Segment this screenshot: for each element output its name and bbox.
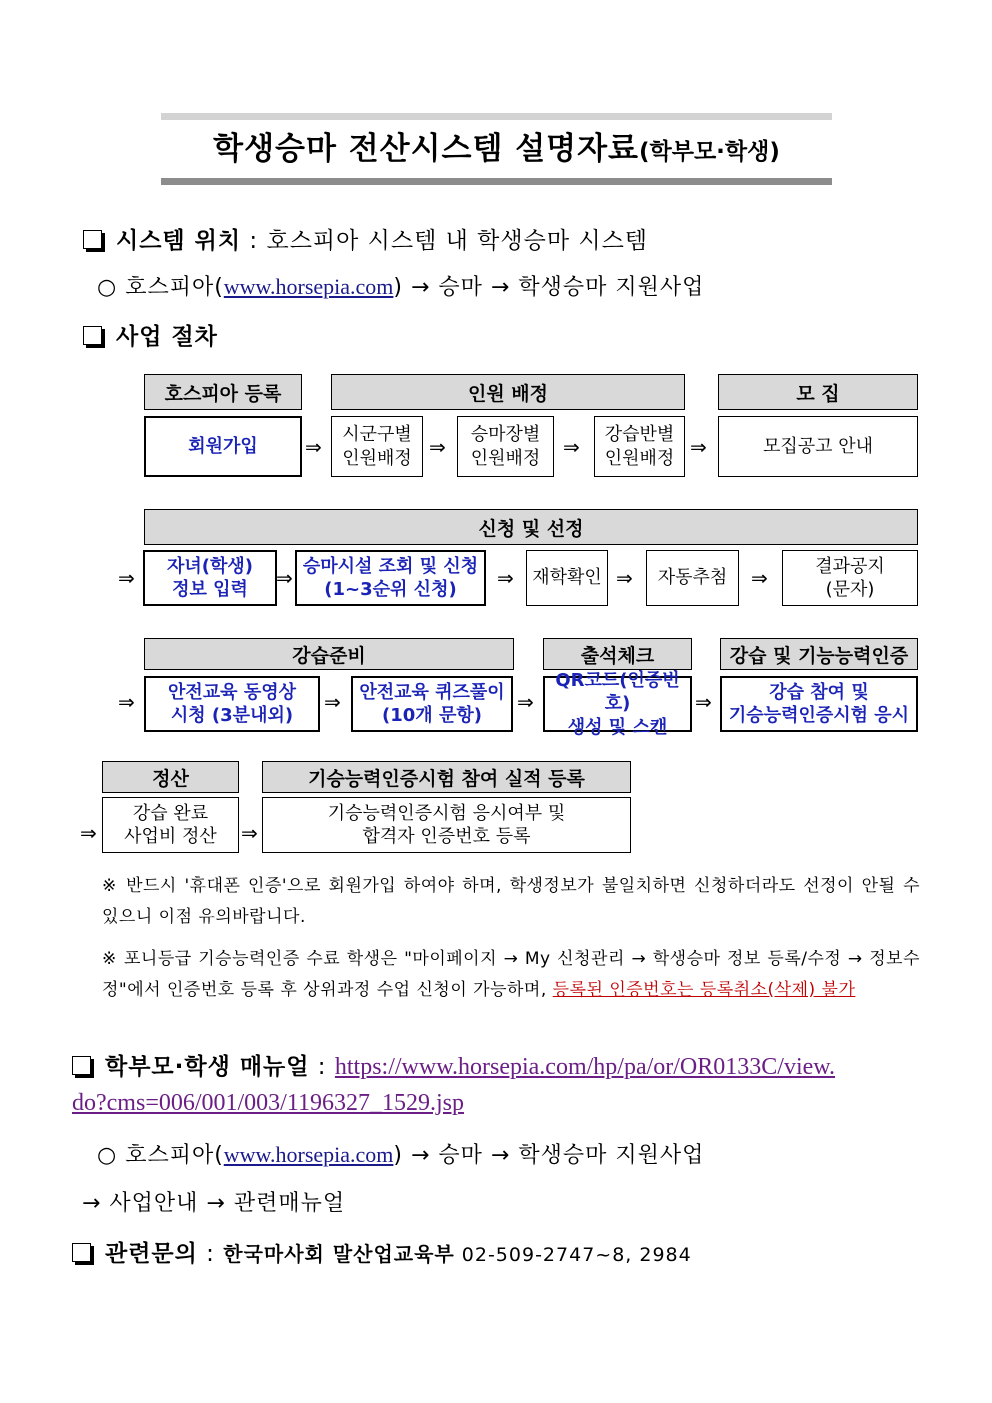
title-bar-top [161,113,832,120]
flow-box-facility-apply: 승마시설 조회 및 신청 (1~3순위 신청) [295,550,486,606]
flow-header-cert-record: 기승능력인증시험 참여 실적 등록 [262,761,631,793]
flow-arrow: ⇒ [695,690,712,714]
path-prefix: ○ 호스피아( [97,1143,224,1168]
page-title [161,122,832,176]
checkbox-icon [72,1243,91,1262]
flow-arrow: ⇒ [497,566,514,590]
flow-arrow: ⇒ [118,690,135,714]
note-phone-auth: ※ 반드시 '휴대폰 인증'으로 회원가입 하여야 하며, 학생정보가 불일치하면 신청하더라도 선정이 안될 수 있으니 이점 유의바랍니다. [102,876,920,927]
horsepia-link[interactable]: www.horsepia.com [223,1142,394,1167]
flow-box-safety-quiz: 안전교육 퀴즈풀이 (10개 문항) [351,676,513,732]
separator: : [197,1241,224,1267]
horsepia-link[interactable]: www.horsepia.com [223,274,394,299]
flow-arrow: ⇒ [241,821,258,845]
title-bar-bottom [161,178,832,185]
section-value: 호스피아 시스템 내 학생승마 시스템 [266,228,648,254]
section-system-location [83,222,648,255]
flow-header-prep: 강습준비 [144,638,514,670]
flow-arrow: ⇒ [429,435,446,459]
flow-box-signup: 회원가입 [144,416,302,477]
path-suffix: ) → 승마 → 학생승마 지원사업 [393,275,705,300]
flow-arrow: ⇒ [751,566,768,590]
manual-path-line2: → 사업안내 → 관련매뉴얼 [82,1191,346,1216]
note-pony-warning: 등록된 인증번호는 등록취소(삭제) 불가 [552,980,856,1000]
note-pony-main: ※ 포니등급 기승능력인증 수료 학생은 "마이페이지 → My 신청관리 → 학생승마 정보 등록/수정 → 정보수정"에서 인증번호 등록 후 상위과정 수업 신청이 가능하며, [102,949,920,1000]
checkbox-icon [83,326,102,345]
flow-box-safety-video: 안전교육 동영상 시청 (3분내외) [144,676,320,732]
title-sub: (학부모·학생) [639,139,780,165]
flow-arrow: ⇒ [118,566,135,590]
separator: : [241,228,267,254]
path-suffix: ) → 승마 → 학생승마 지원사업 [393,1143,705,1168]
horsepia-path-2 [97,1138,704,1169]
flow-arrow: ⇒ [690,435,707,459]
checkbox-icon [83,230,102,249]
manual-url[interactable]: https://www.horsepia.com/hp/pa/or/OR0133C/view. [334,1054,836,1080]
flow-header-settlement: 정산 [102,761,239,793]
flow-arrow: ⇒ [80,821,97,845]
note-pony-cert [102,944,920,1006]
section-label: 학부모·학생 매뉴얼 [105,1054,310,1080]
flow-arrow: ⇒ [517,690,534,714]
flow-arrow: ⇒ [616,566,633,590]
flow-box-result-notice: 결과공지 (문자) [782,550,918,606]
flow-box-cert-register: 기승능력인증시험 응시여부 및 합격자 인증번호 등록 [262,797,631,853]
flow-box-student-info: 자녀(학생) 정보 입력 [143,550,277,606]
checkbox-icon [72,1056,91,1075]
flow-header-recruit: 모 집 [718,374,918,410]
section-manual [72,1048,922,1081]
flow-arrow: ⇒ [324,690,341,714]
flow-box-lesson-exam: 강습 참여 및 기승능력인증시험 응시 [720,676,918,732]
flow-box-enrollment-check: 재학확인 [526,550,608,606]
flow-header-horsepia: 호스피아 등록 [144,374,302,410]
flow-box-recruit-notice: 모집공고 안내 [718,416,918,477]
horsepia-path-1 [97,270,704,301]
flow-arrow: ⇒ [563,435,580,459]
flow-box-settlement: 강습 완료 사업비 정산 [102,797,239,853]
flow-header-assignment: 인원 배정 [331,374,685,410]
path-prefix: ○ 호스피아( [97,275,224,300]
flow-box-class: 강습반별 인원배정 [594,416,685,477]
title-main: 학생승마 전산시스템 설명자료 [213,131,640,167]
flow-header-attendance: 출석체크 [543,638,692,670]
contact-org: 한국마사회 말산업교육부 [223,1242,455,1266]
section-label: 관련문의 [105,1241,198,1267]
section-label: 사업 절차 [116,324,218,350]
flow-box-city: 시군구별 인원배정 [331,416,423,477]
flow-box-qr-code: QR코드(인증번호) 생성 및 스캔 [543,676,692,732]
manual-url-line2[interactable]: do?cms=006/001/003/1196327_1529.jsp [72,1090,464,1116]
flow-header-apply: 신청 및 선정 [144,509,918,545]
manual-url-continued [72,1090,464,1117]
section-label: 시스템 위치 [116,228,242,254]
flow-box-riding-center: 승마장별 인원배정 [457,416,554,477]
contact-phone: 02-509-2747~8, 2984 [454,1244,692,1266]
flow-arrow: ⇒ [305,435,322,459]
separator: : [309,1054,335,1080]
flow-arrow: ⇒ [276,566,293,590]
flow-box-auto-draw: 자동추첨 [646,550,739,606]
section-procedure [83,318,218,351]
flow-header-lesson-cert: 강습 및 기능능력인증 [720,638,918,670]
section-contact [72,1235,692,1268]
